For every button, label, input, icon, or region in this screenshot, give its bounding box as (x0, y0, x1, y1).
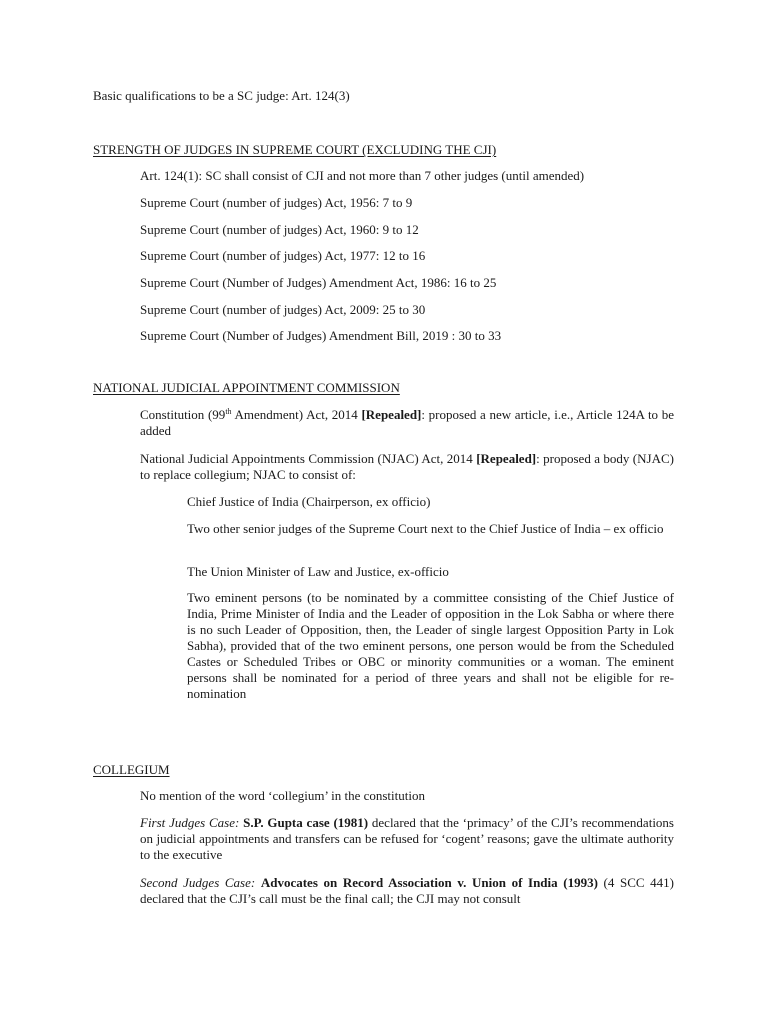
strength-item: Supreme Court (number of judges) Act, 1956: 7 to 9 (140, 195, 413, 210)
njac-member: The Union Minister of Law and Justice, ex-officio (187, 564, 449, 579)
njac-member: Chief Justice of India (Chairperson, ex officio) (187, 494, 431, 509)
njac-heading: NATIONAL JUDICIAL APPOINTMENT COMMISSION (93, 380, 400, 395)
njac-constitution-amendment: Constitution (99th Amendment) Act, 2014 [Repealed]: proposed a new article, i.e., Article 124A to be added (140, 407, 675, 438)
njac-act: National Judicial Appointments Commission (NJAC) Act, 2014 [Repealed]: proposed a body (NJAC) to replace collegium; NJAC to consist of: (140, 451, 674, 482)
strength-item: Supreme Court (number of judges) Act, 1977: 12 to 16 (140, 248, 426, 263)
first-judges-case: First Judges Case: S.P. Gupta case (1981) declared that the ‘primacy’ of the CJI’s recommendations on judicial appointments and transfers can be refused for ‘cogent’ reasons; gave the ultimate authority to the executive (140, 815, 674, 862)
second-judges-case: Second Judges Case: Advocates on Record Association v. Union of India (1993) (4 SCC 441) declared that the CJI’s call must be the final call; the CJI may not consult (140, 875, 675, 906)
njac-member: Two eminent persons (to be nominated by a committee consisting of the Chief Justice of India, Prime Minister of India and the Leader of opposition in the Lok Sabha or where there is no such Leader of Opposition, then, the Leader of single largest Opposition Party in Lok Sabha), provided that of the two eminent persons, one person would be from the Scheduled Castes or Scheduled Tribes or OBC or minority communities or a woman. The eminent persons shall be nominated for a period of three years and shall not be eligible for re-nomination (187, 590, 674, 701)
strength-item: Supreme Court (Number of Judges) Amendment Act, 1986: 16 to 25 (140, 275, 497, 290)
collegium-heading: COLLEGIUM (93, 762, 170, 777)
strength-heading: STRENGTH OF JUDGES IN SUPREME COURT (EXCLUDING THE CJI) (93, 142, 497, 157)
strength-item: Supreme Court (number of judges) Act, 2009: 25 to 30 (140, 302, 426, 317)
strength-item: Supreme Court (number of judges) Act, 1960: 9 to 12 (140, 222, 419, 237)
intro-line: Basic qualifications to be a SC judge: Art. 124(3) (93, 88, 350, 103)
njac-member: Two other senior judges of the Supreme Court next to the Chief Justice of India – ex officio (187, 521, 664, 536)
collegium-item: No mention of the word ‘collegium’ in the constitution (140, 788, 425, 803)
strength-item: Art. 124(1): SC shall consist of CJI and not more than 7 other judges (until amended) (140, 168, 585, 183)
strength-item: Supreme Court (Number of Judges) Amendment Bill, 2019 : 30 to 33 (140, 328, 502, 343)
